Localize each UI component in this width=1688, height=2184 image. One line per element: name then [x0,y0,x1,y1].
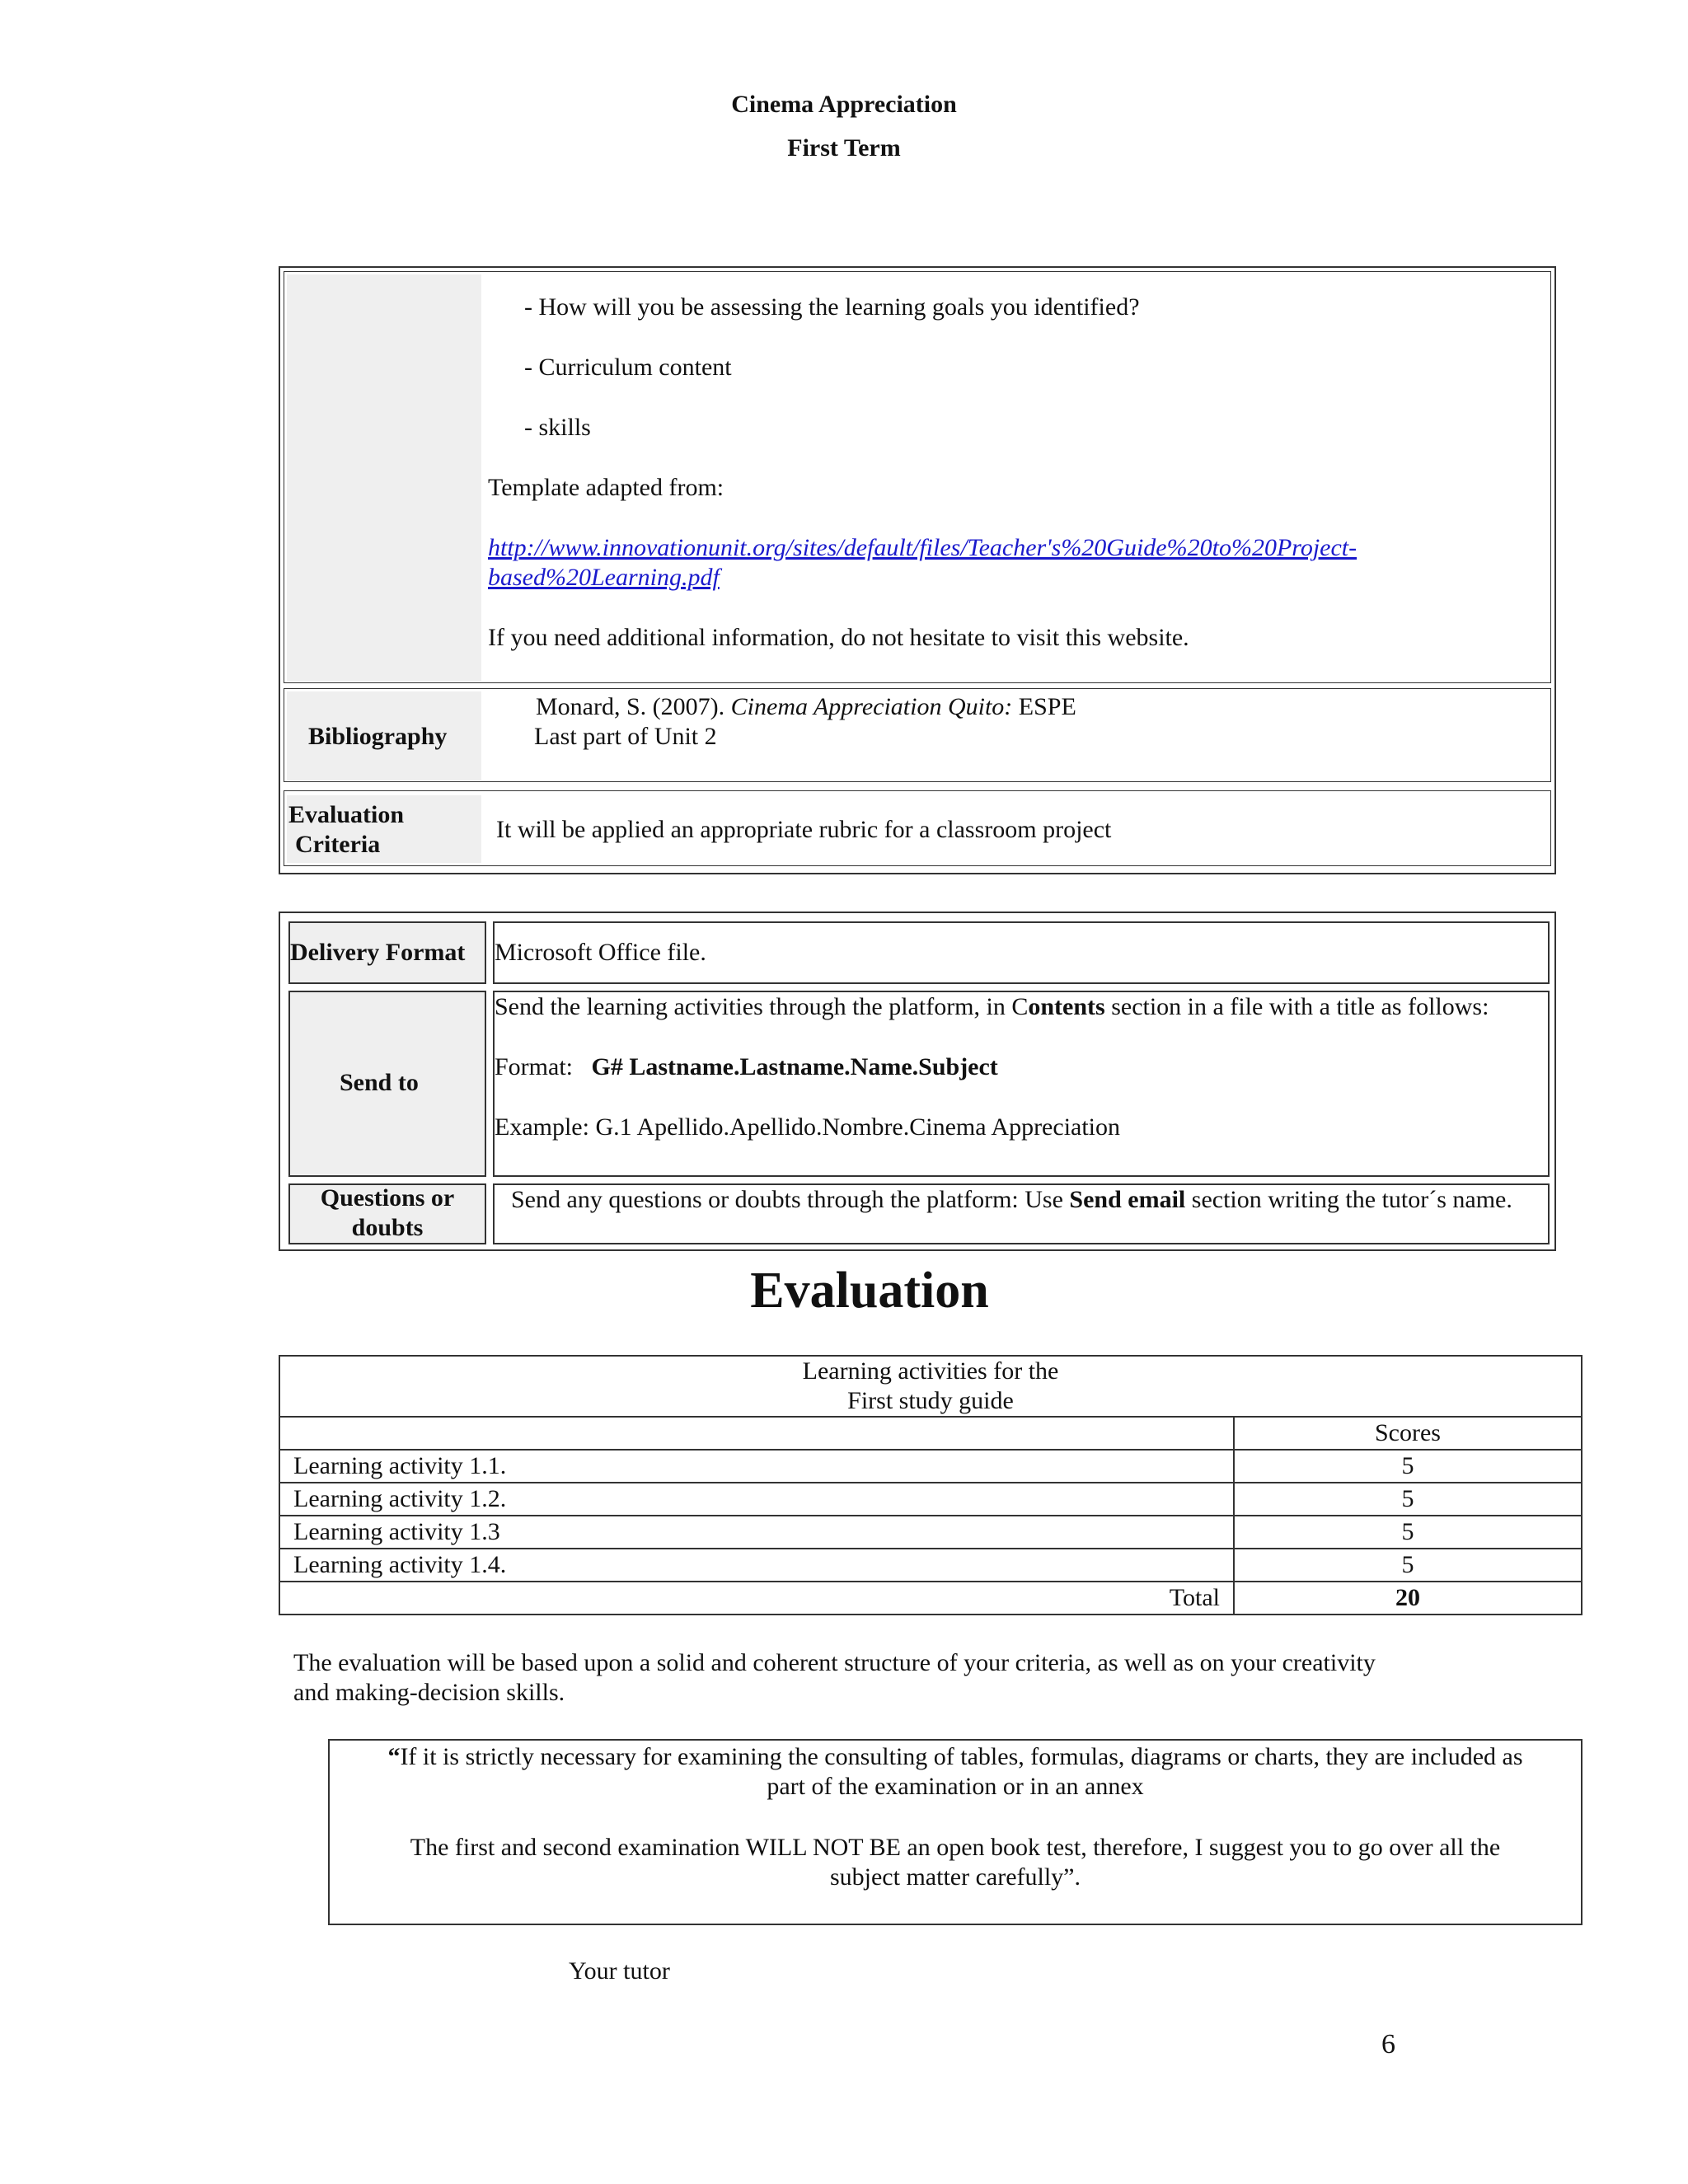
quote-box [328,1739,1582,1925]
evaluation-note-line2: and making-decision skills. [293,1679,565,1706]
evaluation-note-line1: The evaluation will be based upon a solid and coherent structure of your criteria, as well as on your creativity [293,1649,1376,1676]
example-line: Example: G.1 Apellido.Apellido.Nombre.Cinema Appreciation [495,1113,1121,1141]
send-to-text-a: Send the learning activities through the platform, in C [495,993,1029,1020]
template-label: Template adapted from: [488,474,724,501]
questions-text-a: Send any questions or doubts through the platform: Use [511,1186,1070,1213]
template-link-line1[interactable]: http://www.innovationunit.org/sites/default/files/Teacher's%20Guide%20to%20Project- [488,534,1357,561]
table-row [279,1450,1582,1483]
table-row [279,1516,1582,1549]
send-to-instructions [495,992,1489,1022]
total-label: Total [279,1582,1234,1615]
delivery-table [279,912,1556,1251]
additional-info: If you need additional information, do not hesitate to visit this website. [488,624,1189,651]
quote-line2: part of the examination or in an annex [767,1773,1144,1800]
delivery-format-value: Microsoft Office file. [495,939,706,966]
questions-text-b: section writing the tutor´s name. [1185,1186,1512,1213]
table-header-row [279,1417,1582,1450]
evaluation-table-title [279,1356,1582,1417]
format-line [495,1052,998,1082]
guide-line-curriculum: - Curriculum content [524,354,732,381]
scores-header: Scores [1234,1417,1582,1450]
quote-line1: If it is strictly necessary for examining the consulting of tables, formulas, diagrams or charts, they are included as [400,1743,1523,1770]
page-number: 6 [1381,2029,1395,2060]
activity-score: 5 [1234,1483,1582,1516]
activity-name: Learning activity 1.4. [279,1549,1234,1582]
bibliography-reference [536,692,1076,722]
format-line-value: G# Lastname.Lastname.Name.Subject [591,1053,998,1080]
format-line-label: Format: [495,1053,573,1080]
total-row [279,1582,1582,1615]
evaluation-table-title-line1: Learning activities for the [802,1357,1059,1385]
evaluation-table-title-line2: First study guide [847,1387,1014,1414]
activity-name: Learning activity 1.2. [279,1483,1234,1516]
signature: Your tutor [569,1957,670,1985]
questions-label-line1: Questions or [320,1184,455,1212]
activity-header-cell [279,1417,1234,1450]
send-to-label: Send to [340,1069,419,1096]
delivery-format-label: Delivery Format [290,939,466,966]
bibliography-part: Last part of Unit 2 [534,723,717,750]
document-subtitle: First Term [787,134,901,162]
quote-line1-wrap [330,1742,1581,1772]
quote-line3: The first and second examination WILL NOT BE an open book test, therefore, I suggest you to go over all the [410,1834,1501,1861]
bibliography-label: Bibliography [308,723,448,750]
bibliography-publisher: ESPE [1012,693,1076,720]
questions-text-bold: Send email [1069,1186,1186,1213]
activity-name: Learning activity 1.1. [279,1450,1234,1483]
table-row [279,1483,1582,1516]
template-link-line2[interactable]: based%20Learning.pdf [488,564,720,591]
evaluation-table [279,1355,1582,1615]
questions-text [511,1185,1512,1215]
table-row [279,1549,1582,1582]
quote-line4: subject matter carefully”. [829,1863,1081,1891]
activity-name: Learning activity 1.3 [279,1516,1234,1549]
evaluation-heading: Evaluation [750,1263,989,1319]
document-title: Cinema Appreciation [731,91,957,118]
send-to-text-bold: ontents [1028,993,1105,1020]
quote-open-mark: “ [387,1743,401,1770]
bibliography-author: Monard, S. (2007). [536,693,731,720]
guide-table [279,266,1556,874]
bibliography-book-title: Cinema Appreciation Quito: [730,693,1013,720]
guide-line-skills: - skills [524,414,591,441]
criteria-label-line2: Criteria [295,831,381,858]
guide-content-cell [284,271,1551,683]
questions-label-line2: doubts [351,1214,424,1241]
criteria-label-line1: Evaluation [288,801,405,828]
send-to-text-b: section in a file with a title as follows: [1104,993,1489,1020]
activity-score: 5 [1234,1516,1582,1549]
activity-score: 5 [1234,1549,1582,1582]
total-value: 20 [1234,1582,1582,1615]
guide-line-assessing: - How will you be assessing the learning goals you identified? [524,293,1140,321]
criteria-text: It will be applied an appropriate rubric for a classroom project [496,816,1112,843]
activity-score: 5 [1234,1450,1582,1483]
